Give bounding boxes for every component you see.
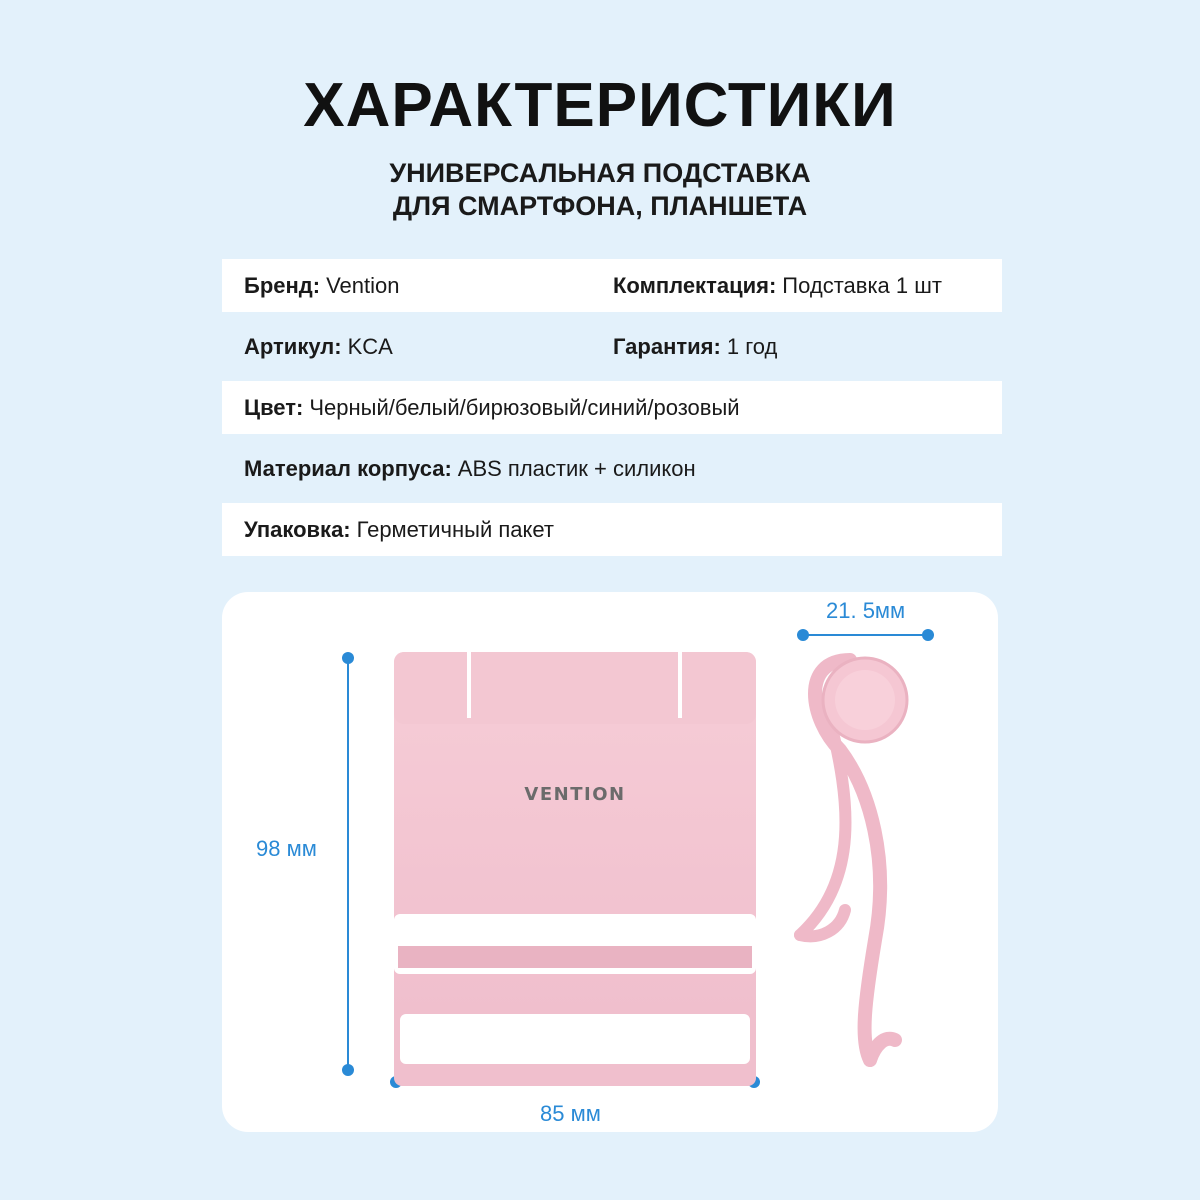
depth-dimension-label: 21. 5мм (826, 598, 906, 623)
height-dimension-label: 98 мм (256, 836, 317, 861)
page-title: ХАРАКТЕРИСТИКИ (303, 71, 897, 140)
stand-lower-support-pad (400, 1014, 750, 1064)
height-dimension-line (347, 658, 349, 1070)
spec-value: ABS пластик + силикон (457, 455, 696, 481)
subtitle-line-1: УНИВЕРСАЛЬНАЯ ПОДСТАВКА (389, 158, 811, 188)
spec-row-package (222, 503, 1002, 556)
spec-row-color (222, 381, 1002, 434)
depth-dimension-line (803, 634, 928, 636)
spec-row-material (222, 438, 1002, 499)
spec-value: Герметичный пакет (356, 516, 554, 542)
hinge-gap-left (467, 652, 471, 718)
spec-value: 1 год (726, 333, 778, 359)
hinge-gap-right (678, 652, 682, 718)
subtitle-line-2: ДЛЯ СМАРТФОНА, ПЛАНШЕТА (392, 191, 808, 221)
spec-cell (613, 273, 942, 299)
spec-row-brand (222, 259, 1002, 312)
spec-value: Vention (326, 272, 400, 298)
spec-row-article (222, 316, 1002, 377)
spec-label: Бренд: (244, 272, 321, 298)
spec-cell (244, 517, 554, 543)
spec-cell (244, 334, 613, 360)
width-dimension-label: 85 мм (540, 1101, 601, 1126)
spec-label: Артикул: (244, 333, 342, 359)
spec-label: Комплектация: (613, 272, 777, 298)
specs-table (222, 255, 1002, 560)
stand-front-view (394, 652, 756, 1086)
spec-value: KCA (347, 333, 393, 359)
stand-side-view (780, 640, 930, 1080)
spec-cell (244, 456, 696, 482)
spec-label: Упаковка: (244, 516, 351, 542)
side-profile-foot (870, 1039, 895, 1060)
spec-cell (244, 395, 740, 421)
spec-label: Материал корпуса: (244, 455, 452, 481)
stand-top-hinge (394, 652, 756, 724)
spec-label: Гарантия: (613, 333, 721, 359)
dimension-marker (342, 1064, 354, 1076)
spec-value: Подставка 1 шт (782, 272, 942, 298)
stand-upper-support-edge (398, 946, 752, 968)
side-profile-leg (800, 720, 845, 935)
page-subtitle (0, 157, 1200, 223)
spec-cell (244, 273, 613, 299)
brand-logo: VENTION (524, 784, 626, 805)
side-profile-hinge-inner (835, 670, 895, 730)
spec-label: Цвет: (244, 394, 304, 420)
spec-cell (613, 334, 777, 360)
spec-value: Черный/белый/бирюзовый/синий/розовый (309, 394, 740, 420)
